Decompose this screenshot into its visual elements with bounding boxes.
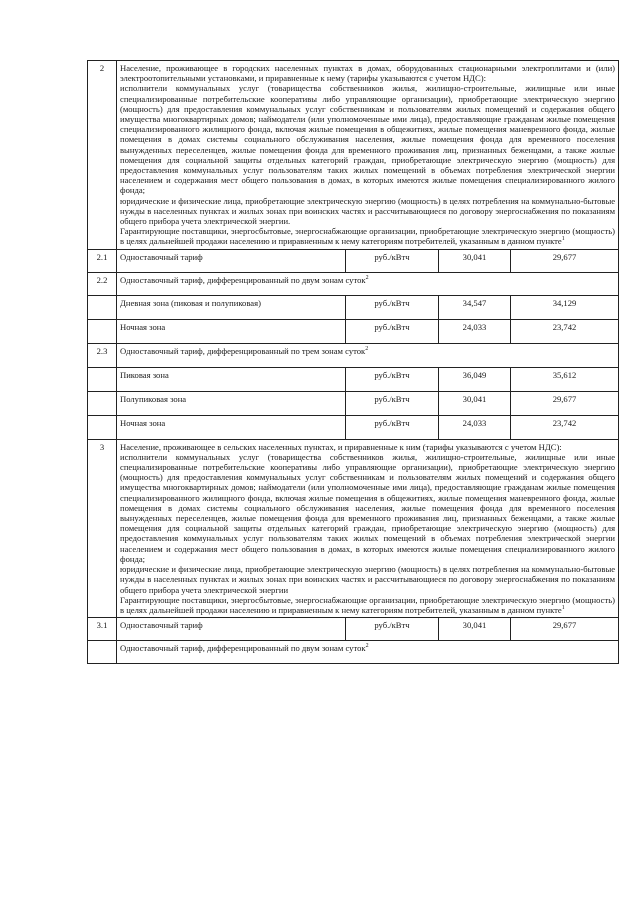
value-cell: 29,677 (511, 391, 619, 415)
category-intro: Население, проживающее в сельских населенных пунктах, и приравненные к ним (тарифы указываются с учетом НДС): (120, 441, 562, 452)
value-cell: 30,041 (439, 249, 511, 272)
table-row (88, 641, 619, 664)
value-cell: 34,129 (511, 295, 619, 319)
value-cell: 24,033 (439, 415, 511, 439)
row-number: 2.3 (88, 343, 117, 367)
table-row (88, 249, 619, 272)
row-number: 2 (88, 61, 117, 250)
table-row (88, 367, 619, 391)
tariff-label: Одноставочный тариф (117, 249, 346, 272)
tariff-section-label: Одноставочный тариф, дифференцированный по двум зонам суток$^2$ (117, 641, 619, 664)
unit-cell: руб./кВтч (346, 295, 439, 319)
tariff-label: Полупиковая зона (117, 391, 346, 415)
table-row (88, 61, 619, 250)
footnote-mark: 2 (365, 274, 369, 281)
table-row (88, 295, 619, 319)
table-row (88, 272, 619, 295)
row-number (88, 295, 117, 319)
category-paragraph: исполнители коммунальных услуг (товарищества собственников жилья, жилищно-строительные, жилищные или иные специализированные потребительские кооперативы либо управляющие организации), приобретающие электрическую энергию (мощность) для предоставления коммунальных услуг собственникам и пользователям жилых помещений и содержания общего имущества многоквартирных домов; наймодатели (или уполномоченные ими лица), предоставляющие гражданам жилые помещения специализированного жилищного фонда, включая жилые помещения в общежитиях, жилые помещения маневренного фонда, жилые помещения в домах системы социального обслуживания населения, жилые помещения фонда для временного поселения вынужденных переселенцев, жилые помещения фонда для временного проживания лиц, признанных беженцами, а также жилые помещения для социальной защиты отдельных категорий граждан, приобретающие электрическую энергию (мощность) для предоставления коммунальных услуг пользователям таких жилых помещений в объемах потребления электрической энергии населением и содержания мест общего пользования в домах, в которых имеются жилые помещения специализированного жилого фонда; (120, 83, 616, 196)
unit-cell: руб./кВтч (346, 367, 439, 391)
row-number: 3 (88, 439, 117, 617)
table-row (88, 415, 619, 439)
category-description (117, 439, 619, 617)
value-cell: 34,547 (439, 295, 511, 319)
row-number: 2.1 (88, 249, 117, 272)
unit-cell: руб./кВтч (346, 618, 439, 641)
tariff-section-label: Одноставочный тариф, дифференцированный по трем зонам суток$^2$ (117, 343, 619, 367)
category-paragraph: Гарантирующие поставщики, энергосбытовые, энергоснабжающие организации, приобретающие электрическую энергию (мощность) в целях дальнейшей продажи населению и приравненным к нему категориям потребителей, указанным в данном пункте$^1$ (120, 594, 616, 615)
tariff-label: Дневная зона (пиковая и полупиковая) (117, 295, 346, 319)
value-cell: 30,041 (439, 391, 511, 415)
row-number (88, 367, 117, 391)
tariff-label: Пиковая зона (117, 367, 346, 391)
category-intro: Население, проживающее в городских населенных пунктах в домах, оборудованных стационарными электроплитами и (или) электроотопительными установками, и приравненные к нему (тарифы указываются с учетом НДС): (120, 63, 616, 84)
category-paragraph: юридические и физические лица, приобретающие электрическую энергию (мощность) в целях потребления на коммунально-бытовые нужды в населенных пунктах и жилых зонах при воинских частях и рассчитывающиеся по договору энергоснабжения по показаниям общего прибора учета электрической энергии (120, 564, 616, 595)
footnote-mark: 1 (561, 605, 565, 612)
value-cell: 29,677 (511, 618, 619, 641)
category-paragraph: исполнители коммунальных услуг (товарищества собственников жилья, жилищно-строительные, жилищные или иные специализированные потребительские кооперативы либо управляющие организации), приобретающие электрическую энергию (мощность) для предоставления коммунальных услуг собственникам и пользователям жилых помещений и содержания общего имущества многоквартирных домов; наймодатели (или уполномоченные ими лица), предоставляющие гражданам жилые помещения специализированного жилищного фонда, включая жилые помещения в общежитиях, жилые помещения маневренного фонда, жилые помещения в домах системы социального обслуживания населения, жилые помещения фонда для временного поселения вынужденных переселенцев, жилые помещения фонда для временного проживания лиц, признанных беженцами, а также жилые помещения для социальной защиты отдельных категорий граждан, приобретающие электрическую энергию (мощность) для предоставления коммунальных услуг пользователям таких жилых помещений в объемах потребления электрической энергии населением и содержания мест общего пользования в домах, в которых имеются жилые помещения специализированного жилого фонда; (120, 451, 616, 564)
table-row (88, 618, 619, 641)
footnote-mark: 2 (365, 345, 369, 352)
value-cell: 36,049 (439, 367, 511, 391)
unit-cell: руб./кВтч (346, 415, 439, 439)
value-cell: 35,612 (511, 367, 619, 391)
category-paragraph: Гарантирующие поставщики, энергосбытовые, энергоснабжающие организации, приобретающие электрическую энергию (мощность) в целях дальнейшей продажи населению и приравненным к нему категориям потребителей, указанным в данном пункте$^1$ (120, 226, 616, 247)
tariff-label: Ночная зона (117, 415, 346, 439)
table-row (88, 343, 619, 367)
row-number (88, 391, 117, 415)
tariff-section-label: Одноставочный тариф, дифференцированный по двум зонам суток$^2$ (117, 272, 619, 295)
footnote-mark: 2 (365, 643, 369, 650)
value-cell: 24,033 (439, 319, 511, 343)
row-number: 2.2 (88, 272, 117, 295)
tariff-label: Ночная зона (117, 319, 346, 343)
footnote-mark: 1 (561, 236, 565, 243)
value-cell: 23,742 (511, 415, 619, 439)
tariff-table (87, 60, 619, 664)
unit-cell: руб./кВтч (346, 249, 439, 272)
category-description (117, 61, 619, 250)
table-row (88, 319, 619, 343)
tariff-label: Одноставочный тариф (117, 618, 346, 641)
row-number (88, 415, 117, 439)
unit-cell: руб./кВтч (346, 391, 439, 415)
value-cell: 29,677 (511, 249, 619, 272)
table-row (88, 439, 619, 617)
value-cell: 23,742 (511, 319, 619, 343)
row-number: 3.1 (88, 618, 117, 641)
unit-cell: руб./кВтч (346, 319, 439, 343)
value-cell: 30,041 (439, 618, 511, 641)
row-number (88, 319, 117, 343)
table-row (88, 391, 619, 415)
category-paragraph: юридические и физические лица, приобретающие электрическую энергию (мощность) в целях потребления на коммунально-бытовые нужды в населенных пунктах и жилых зонах при воинских частях и рассчитывающиеся по договору энергоснабжения по показаниям общего прибора учета электрической энергии. (120, 195, 616, 227)
row-number (88, 641, 117, 664)
